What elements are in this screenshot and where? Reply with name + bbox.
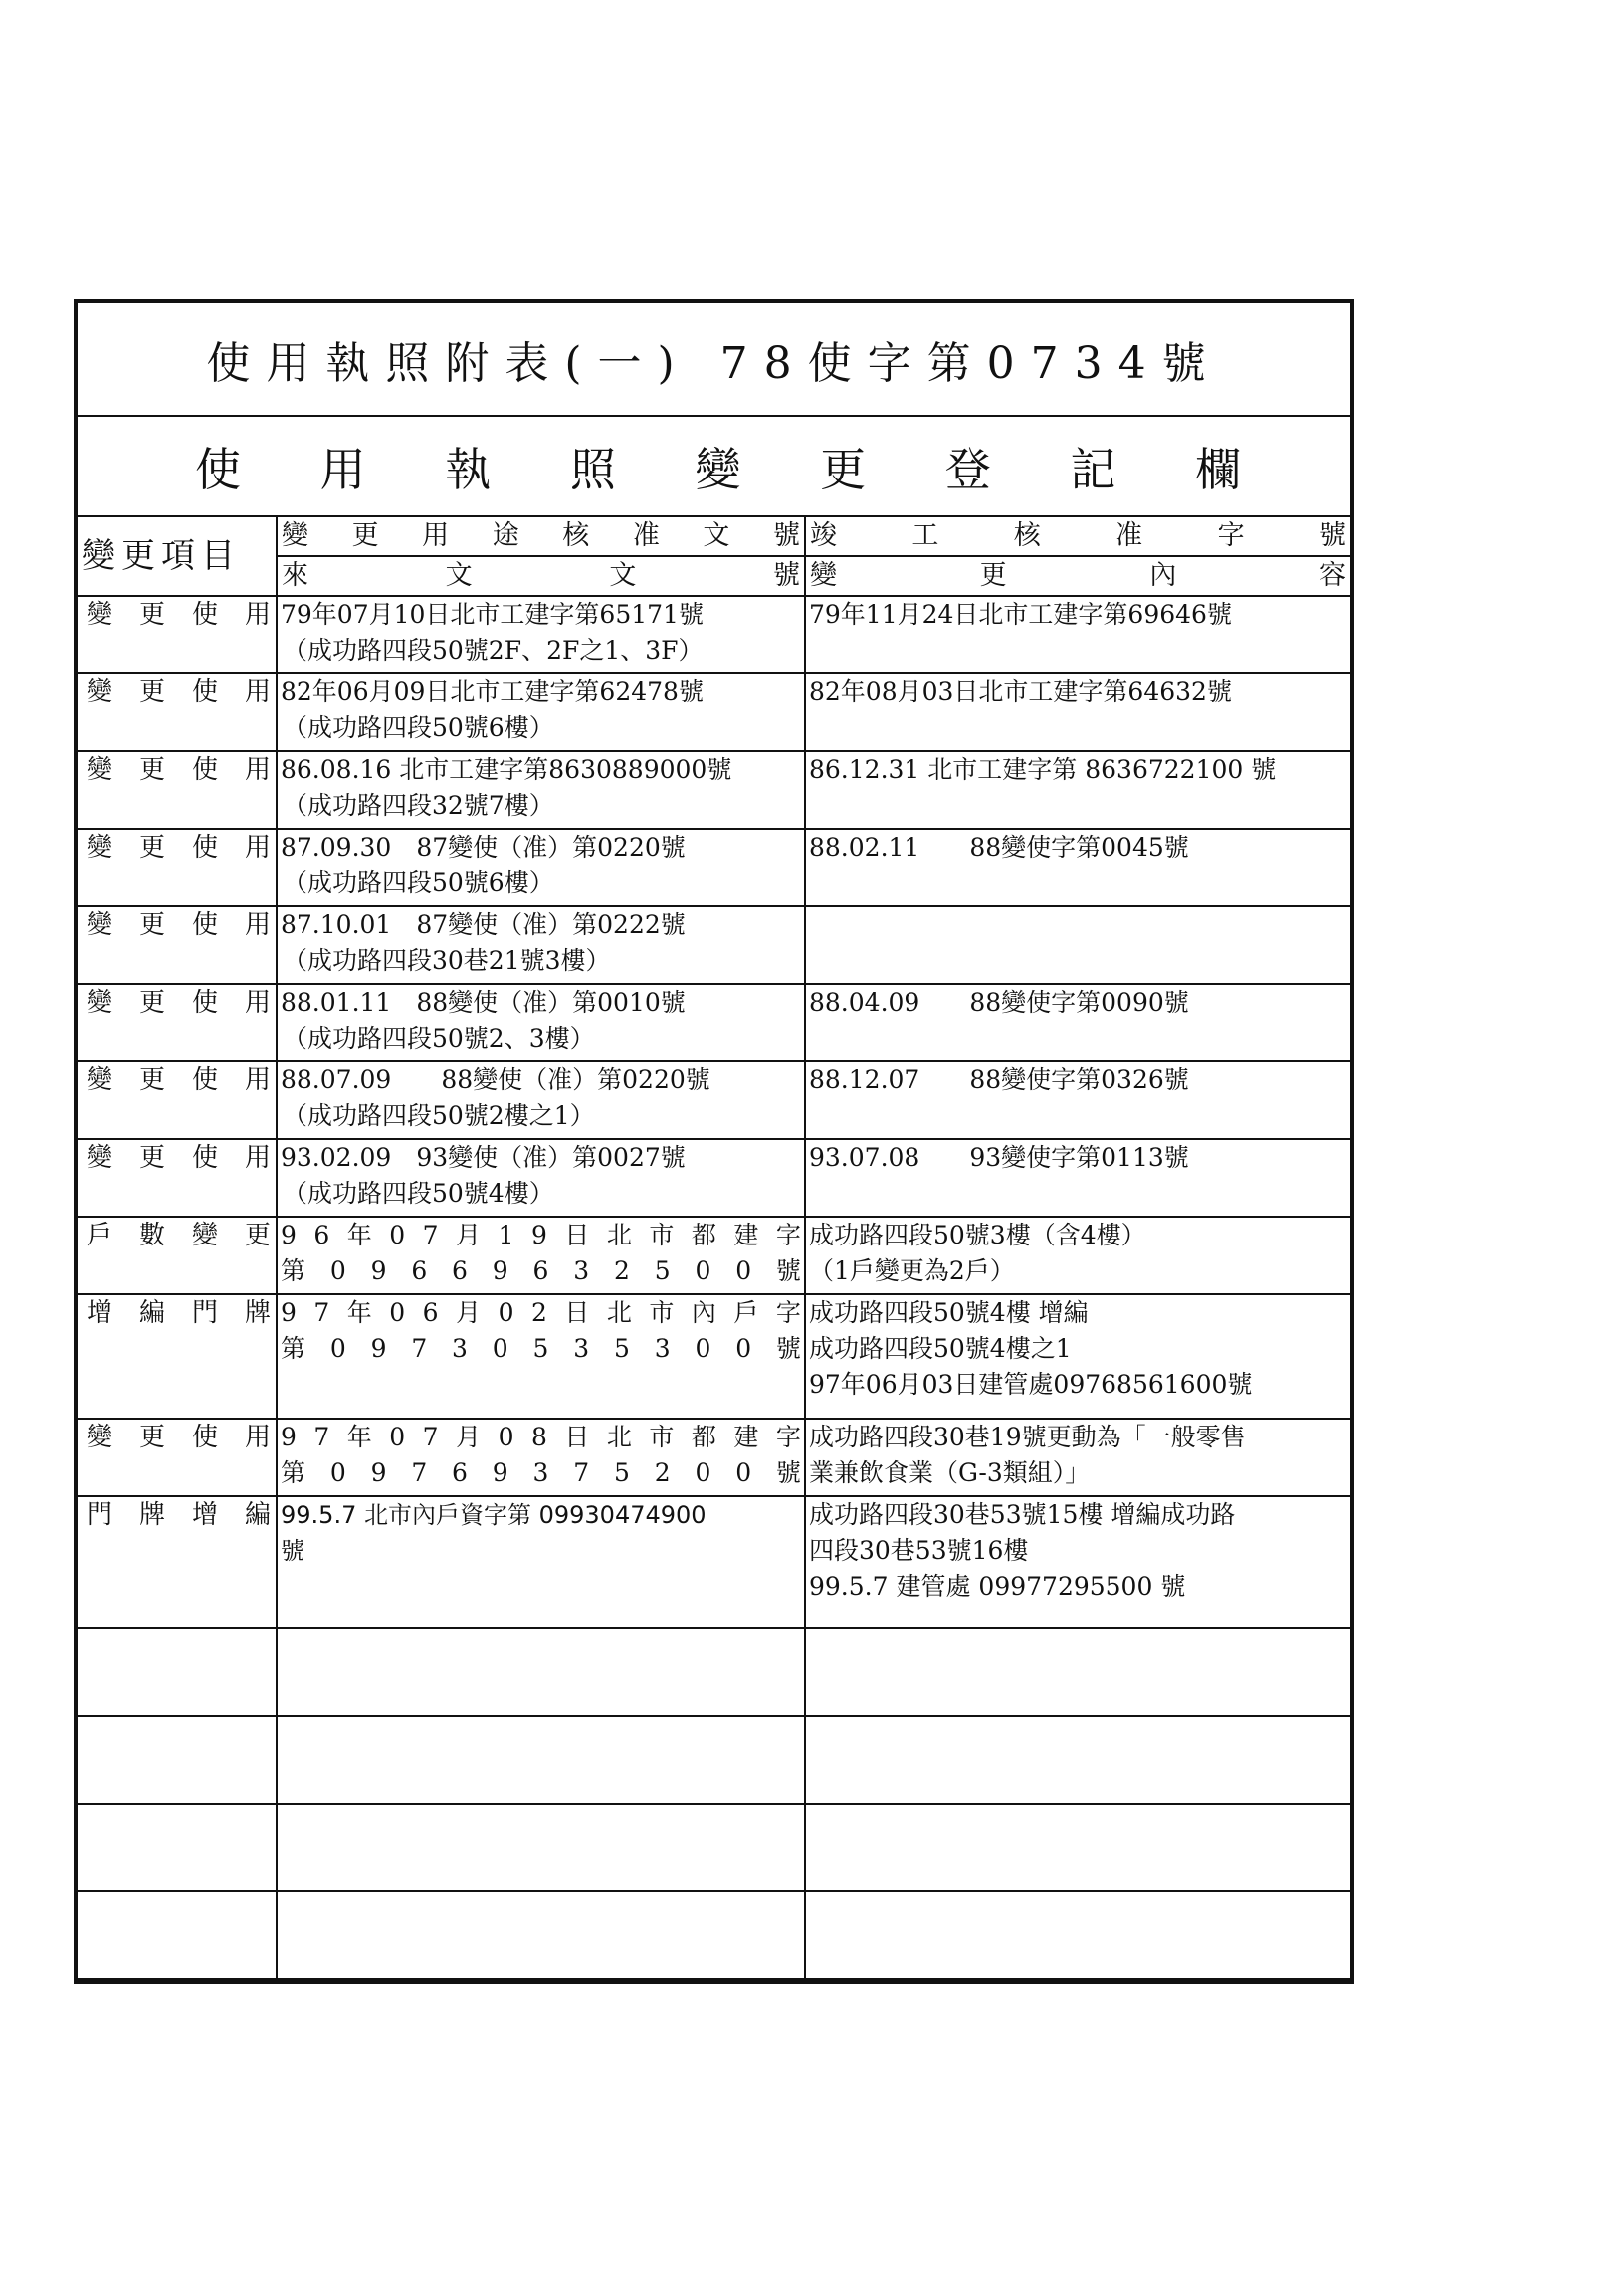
- doc-char: 9: [492, 1458, 508, 1487]
- doc-char: 0: [329, 1256, 346, 1285]
- completion-approval-cell: [805, 1496, 1350, 1628]
- doc-char: 0: [735, 1256, 752, 1285]
- subtitle-char: 執: [445, 442, 492, 496]
- change-item-label: [81, 1295, 273, 1331]
- completion-approval-line: 88.04.09 88變使字第0090號: [809, 988, 1189, 1017]
- item-char: 變: [87, 677, 113, 707]
- completion-approval-line: 成功路四段30巷19號更動為「一般零售: [809, 1423, 1246, 1451]
- doc-char: 都: [691, 1221, 716, 1249]
- doc-char: 3: [452, 1334, 468, 1363]
- doc-char: 月: [456, 1221, 482, 1249]
- approval-doc-line: [281, 1295, 801, 1331]
- approval-doc-cell: [277, 906, 805, 984]
- header-char: 准: [632, 520, 660, 551]
- empty-cell: [78, 1891, 277, 1979]
- approval-doc-cell: [277, 1294, 805, 1419]
- doc-char: 建: [733, 1423, 759, 1451]
- doc-char: 6: [422, 1298, 439, 1327]
- doc-char: 0: [498, 1423, 514, 1451]
- change-item-label: [81, 985, 273, 1021]
- completion-approval-cell: [805, 984, 1350, 1061]
- change-item-label: [81, 597, 273, 633]
- doc-char: 5: [532, 1334, 549, 1363]
- item-char: 更: [138, 1423, 165, 1452]
- item-char: 用: [244, 677, 271, 707]
- item-char: 變: [87, 1423, 113, 1452]
- item-char: 使: [191, 988, 218, 1018]
- doc-char: 3: [573, 1334, 590, 1363]
- completion-approval-cell: [805, 1061, 1350, 1139]
- empty-cell: [277, 1716, 805, 1804]
- empty-cell: [78, 1804, 277, 1891]
- doc-char: 2: [613, 1256, 630, 1285]
- empty-table-row: [78, 1891, 1350, 1979]
- header-approval-doc-no: [278, 517, 804, 557]
- doc-char: 3: [532, 1458, 549, 1487]
- doc-char: 6: [452, 1256, 468, 1285]
- header-char: 文: [703, 520, 730, 551]
- empty-table-row: [78, 1628, 1350, 1716]
- doc-char: 北: [606, 1221, 632, 1249]
- approval-doc-line: （成功路四段50號2F、2F之1、3F）: [283, 636, 704, 665]
- approval-doc-line: （成功路四段50號4樓）: [283, 1179, 554, 1208]
- item-char: 門: [191, 1298, 218, 1328]
- approval-doc-line: 79年07月10日北市工建字第65171號: [281, 600, 704, 629]
- table-row: [78, 1294, 1350, 1419]
- approval-doc-line: 87.09.30 87變使（准）第0220號: [281, 833, 686, 861]
- change-item-label: [81, 1218, 273, 1253]
- doc-char: 0: [492, 1334, 508, 1363]
- item-char: 用: [244, 1423, 271, 1452]
- approval-doc-line: [281, 1218, 801, 1253]
- header-char: 核: [1013, 520, 1041, 551]
- empty-cell: [805, 1716, 1350, 1804]
- item-char: 使: [191, 677, 218, 707]
- table-row: [78, 1419, 1350, 1496]
- approval-doc-line: [281, 1420, 801, 1455]
- approval-doc-line: （成功路四段50號2、3樓）: [283, 1024, 595, 1052]
- doc-char: 3: [573, 1256, 590, 1285]
- doc-char: 號: [775, 1334, 801, 1363]
- doc-char: 市: [649, 1221, 675, 1249]
- header-char: 變: [810, 560, 837, 591]
- change-registry-table: [78, 517, 1350, 1980]
- change-item-cell: [78, 673, 277, 751]
- doc-char: 0: [389, 1221, 406, 1249]
- doc-char: 9: [281, 1298, 297, 1327]
- change-item-cell: [78, 596, 277, 673]
- subtitle-char: 更: [820, 442, 867, 496]
- approval-doc-line: （成功路四段50號6樓）: [283, 868, 554, 897]
- table-row: [78, 906, 1350, 984]
- completion-approval-cell: [805, 1419, 1350, 1496]
- approval-doc-line: （成功路四段32號7樓）: [283, 791, 554, 820]
- item-char: 變: [87, 910, 113, 940]
- empty-cell: [78, 1628, 277, 1716]
- completion-approval-line: 成功路四段50號4樓 增編: [809, 1298, 1089, 1327]
- doc-char: 7: [573, 1458, 590, 1487]
- approval-doc-line: 88.07.09 88變使（准）第0220號: [281, 1065, 710, 1094]
- approval-doc-line: 99.5.7 北市內戶資字第 09930474900: [281, 1501, 707, 1529]
- item-char: 用: [244, 1143, 271, 1173]
- item-char: 更: [138, 755, 165, 785]
- doc-char: 年: [346, 1298, 372, 1327]
- change-item-cell: [78, 829, 277, 906]
- table-header-row: [78, 517, 1350, 596]
- approval-doc-cell: [277, 673, 805, 751]
- doc-char: 字: [775, 1221, 801, 1249]
- approval-doc-line: [281, 1253, 801, 1289]
- item-char: 使: [191, 600, 218, 630]
- change-item-cell: [78, 1061, 277, 1139]
- doc-char: 2: [654, 1458, 671, 1487]
- header-column-b: [805, 517, 1350, 596]
- doc-char: 7: [422, 1423, 439, 1451]
- subtitle-char: 照: [569, 442, 616, 496]
- approval-doc-cell: [277, 1419, 805, 1496]
- header-char: 途: [492, 520, 519, 551]
- doc-char: 字: [775, 1298, 801, 1327]
- table-row: [78, 829, 1350, 906]
- approval-doc-line: （成功路四段50號2樓之1）: [283, 1101, 595, 1130]
- approval-doc-cell: [277, 1496, 805, 1628]
- subtitle-char: 變: [695, 442, 741, 496]
- completion-approval-line: 99.5.7 建管處 09977295500 號: [809, 1572, 1186, 1601]
- usage-permit-appendix: [74, 299, 1354, 1984]
- empty-cell: [78, 1716, 277, 1804]
- doc-char: 內: [691, 1298, 716, 1327]
- approval-doc-cell: [277, 829, 805, 906]
- doc-char: 9: [281, 1221, 297, 1249]
- item-char: 戶: [87, 1221, 113, 1250]
- header-char: 更: [979, 560, 1007, 591]
- table-row: [78, 1496, 1350, 1628]
- item-char: 變: [87, 755, 113, 785]
- table-row: [78, 1139, 1350, 1217]
- item-char: 變: [87, 600, 113, 630]
- completion-approval-line: 業兼飲食業（G-3類組）」: [809, 1458, 1091, 1487]
- header-char: 字: [1217, 520, 1245, 551]
- item-char: 增: [87, 1298, 113, 1328]
- item-char: 更: [138, 1065, 165, 1095]
- completion-approval-cell: [805, 1294, 1350, 1419]
- doc-char: 9: [370, 1256, 387, 1285]
- change-item-cell: [78, 1496, 277, 1628]
- header-char: 號: [1318, 520, 1346, 551]
- header-char: 用: [422, 520, 450, 551]
- header-char: 工: [911, 520, 939, 551]
- doc-char: 字: [775, 1423, 801, 1451]
- completion-approval-line: 93.07.08 93變使字第0113號: [809, 1143, 1189, 1172]
- doc-char: 戶: [733, 1298, 759, 1327]
- section-subtitle: [78, 417, 1350, 517]
- change-item-cell: [78, 1419, 277, 1496]
- header-char: 號: [772, 560, 800, 591]
- change-item-cell: [78, 751, 277, 829]
- completion-approval-cell: [805, 1217, 1350, 1294]
- doc-char: 9: [281, 1423, 297, 1451]
- approval-doc-cell: [277, 596, 805, 673]
- completion-approval-line: 97年06月03日建管處09768561600號: [809, 1370, 1253, 1399]
- doc-char: 年: [346, 1423, 372, 1451]
- item-char: 牌: [138, 1500, 165, 1530]
- doc-char: 7: [411, 1334, 428, 1363]
- item-char: 使: [191, 833, 218, 862]
- header-char: 文: [609, 560, 637, 591]
- doc-char: 9: [492, 1256, 508, 1285]
- change-item-cell: [78, 906, 277, 984]
- item-char: 更: [138, 600, 165, 630]
- doc-char: 7: [313, 1298, 330, 1327]
- header-char: 准: [1115, 520, 1143, 551]
- change-item-cell: [78, 984, 277, 1061]
- header-char: 內: [1149, 560, 1177, 591]
- empty-cell: [277, 1804, 805, 1891]
- change-item-label: [81, 1062, 273, 1098]
- approval-doc-cell: [277, 1139, 805, 1217]
- item-char: 用: [244, 600, 271, 630]
- item-char: 更: [138, 910, 165, 940]
- item-char: 牌: [244, 1298, 271, 1328]
- empty-cell: [277, 1891, 805, 1979]
- doc-char: 6: [452, 1458, 468, 1487]
- doc-char: 年: [346, 1221, 372, 1249]
- approval-doc-line: 93.02.09 93變使（准）第0027號: [281, 1143, 686, 1172]
- empty-cell: [805, 1628, 1350, 1716]
- header-change-content: [806, 557, 1350, 595]
- doc-char: 月: [456, 1423, 482, 1451]
- approval-doc-line: 87.10.01 87變使（准）第0222號: [281, 910, 686, 939]
- doc-char: 月: [456, 1298, 482, 1327]
- item-char: 更: [244, 1221, 271, 1250]
- doc-char: 9: [370, 1334, 387, 1363]
- completion-approval-line: 82年08月03日北市工建字第64632號: [809, 677, 1232, 706]
- header-incoming-doc-no: [278, 557, 804, 595]
- completion-approval-line: 成功路四段50號3樓（含4樓）: [809, 1221, 1146, 1249]
- completion-approval-cell: [805, 829, 1350, 906]
- change-item-label: [81, 1140, 273, 1176]
- item-char: 使: [191, 1143, 218, 1173]
- empty-cell: [805, 1891, 1350, 1979]
- approval-doc-line: [281, 1331, 801, 1367]
- doc-char: 1: [498, 1221, 514, 1249]
- change-item-cell: [78, 1217, 277, 1294]
- doc-char: 2: [530, 1298, 547, 1327]
- doc-char: 0: [389, 1298, 406, 1327]
- approval-doc-line: 82年06月09日北市工建字第62478號: [281, 677, 704, 706]
- item-char: 使: [191, 755, 218, 785]
- approval-doc-line: 88.01.11 88變使（准）第0010號: [281, 988, 686, 1017]
- completion-approval-line: （1戶變更為2戶）: [809, 1256, 1015, 1285]
- empty-table-row: [78, 1804, 1350, 1891]
- doc-char: 號: [775, 1458, 801, 1487]
- item-char: 編: [138, 1298, 165, 1328]
- approval-doc-cell: [277, 984, 805, 1061]
- item-char: 用: [244, 910, 271, 940]
- doc-char: 0: [695, 1458, 711, 1487]
- empty-cell: [805, 1804, 1350, 1891]
- doc-char: 0: [329, 1334, 346, 1363]
- doc-char: 6: [411, 1256, 428, 1285]
- change-item-cell: [78, 1294, 277, 1419]
- completion-approval-line: 成功路四段50號4樓之1: [809, 1334, 1072, 1363]
- doc-char: 北: [606, 1298, 632, 1327]
- doc-char: 7: [411, 1458, 428, 1487]
- item-char: 編: [244, 1500, 271, 1530]
- item-char: 使: [191, 1065, 218, 1095]
- change-item-label: [81, 1420, 273, 1455]
- item-char: 變: [87, 833, 113, 862]
- doc-char: 0: [389, 1423, 406, 1451]
- doc-char: 6: [532, 1256, 549, 1285]
- item-char: 更: [138, 988, 165, 1018]
- subtitle-char: 欄: [1195, 442, 1241, 496]
- item-char: 增: [191, 1500, 218, 1530]
- approval-doc-cell: [277, 1217, 805, 1294]
- change-item-cell: [78, 1139, 277, 1217]
- doc-char: 0: [498, 1298, 514, 1327]
- subtitle-char: 使: [195, 442, 241, 496]
- doc-char: 8: [530, 1423, 547, 1451]
- doc-char: 7: [422, 1221, 439, 1249]
- item-char: 變: [87, 1065, 113, 1095]
- change-item-label: [81, 674, 273, 710]
- change-item-label: [81, 830, 273, 865]
- subtitle-char: 用: [319, 442, 366, 496]
- doc-char: 0: [735, 1458, 752, 1487]
- header-char: 文: [445, 560, 473, 591]
- doc-char: 0: [695, 1334, 711, 1363]
- doc-char: 建: [733, 1221, 759, 1249]
- page-title: 使用執照附表(一) 78使字第0734號: [78, 303, 1350, 417]
- item-char: 數: [138, 1221, 165, 1250]
- item-char: 變: [87, 1143, 113, 1173]
- table-row: [78, 751, 1350, 829]
- change-item-label: [81, 752, 273, 788]
- approval-doc-cell: [277, 751, 805, 829]
- approval-doc-line: （成功路四段50號6樓）: [283, 713, 554, 742]
- item-char: 用: [244, 833, 271, 862]
- item-char: 變: [191, 1221, 218, 1250]
- doc-char: 5: [654, 1256, 671, 1285]
- table-row: [78, 984, 1350, 1061]
- approval-doc-line: [281, 1455, 801, 1491]
- subtitle-char: 記: [1070, 442, 1116, 496]
- table-row: [78, 596, 1350, 673]
- item-char: 更: [138, 1143, 165, 1173]
- completion-approval-cell: [805, 596, 1350, 673]
- doc-char: 0: [329, 1458, 346, 1487]
- item-char: 用: [244, 755, 271, 785]
- completion-approval-line: 成功路四段30巷53號15樓 增編成功路: [809, 1500, 1236, 1529]
- approval-doc-cell: [277, 1061, 805, 1139]
- doc-char: 0: [695, 1256, 711, 1285]
- doc-char: 6: [313, 1221, 330, 1249]
- completion-approval-line: 四段30巷53號16樓: [809, 1536, 1029, 1565]
- approval-doc-line: （成功路四段30巷21號3樓）: [283, 946, 611, 975]
- item-char: 門: [87, 1500, 113, 1530]
- doc-char: 第: [281, 1334, 306, 1363]
- table-row: [78, 1217, 1350, 1294]
- header-char: 變: [282, 520, 308, 551]
- doc-char: 9: [370, 1458, 387, 1487]
- header-char: 來: [282, 560, 308, 591]
- subtitle-char: 登: [944, 442, 991, 496]
- header-column-a: [277, 517, 805, 596]
- approval-doc-line: 號: [281, 1537, 304, 1565]
- change-item-label: [81, 1497, 273, 1533]
- item-char: 用: [244, 1065, 271, 1095]
- doc-char: 7: [313, 1423, 330, 1451]
- header-char: 容: [1318, 560, 1346, 591]
- doc-char: 日: [564, 1221, 590, 1249]
- completion-approval-line: 88.12.07 88變使字第0326號: [809, 1065, 1189, 1094]
- doc-char: 第: [281, 1458, 306, 1487]
- table-row: [78, 673, 1350, 751]
- header-char: 更: [351, 520, 379, 551]
- item-char: 使: [191, 1423, 218, 1452]
- approval-doc-line: 86.08.16 北市工建字第8630889000號: [281, 755, 732, 784]
- change-item-label: [81, 907, 273, 943]
- doc-char: 5: [613, 1334, 630, 1363]
- table-row: [78, 1061, 1350, 1139]
- empty-table-row: [78, 1716, 1350, 1804]
- completion-approval-cell: [805, 751, 1350, 829]
- completion-approval-line: 79年11月24日北市工建字第69646號: [809, 600, 1232, 629]
- completion-approval-line: 86.12.31 北市工建字第 8636722100 號: [809, 755, 1277, 784]
- completion-approval-cell: [805, 1139, 1350, 1217]
- doc-char: 5: [613, 1458, 630, 1487]
- doc-char: 都: [691, 1423, 716, 1451]
- doc-char: 市: [649, 1298, 675, 1327]
- item-char: 用: [244, 988, 271, 1018]
- header-char: 核: [562, 520, 590, 551]
- doc-char: 日: [564, 1423, 590, 1451]
- item-char: 使: [191, 910, 218, 940]
- header-char: 號: [772, 520, 800, 551]
- doc-char: 北: [606, 1423, 632, 1451]
- doc-char: 號: [775, 1256, 801, 1285]
- completion-approval-cell: [805, 906, 1350, 984]
- doc-char: 3: [654, 1334, 671, 1363]
- doc-char: 9: [530, 1221, 547, 1249]
- completion-approval-cell: [805, 673, 1350, 751]
- header-char: 竣: [810, 520, 837, 551]
- item-char: 更: [138, 833, 165, 862]
- doc-char: 市: [649, 1423, 675, 1451]
- item-char: 更: [138, 677, 165, 707]
- header-completion-approval-no: [806, 517, 1350, 557]
- empty-cell: [277, 1628, 805, 1716]
- item-char: 變: [87, 988, 113, 1018]
- doc-char: 日: [564, 1298, 590, 1327]
- doc-char: 0: [735, 1334, 752, 1363]
- completion-approval-line: 88.02.11 88變使字第0045號: [809, 833, 1189, 861]
- doc-char: 第: [281, 1256, 306, 1285]
- header-change-item: 變更項目: [78, 517, 277, 596]
